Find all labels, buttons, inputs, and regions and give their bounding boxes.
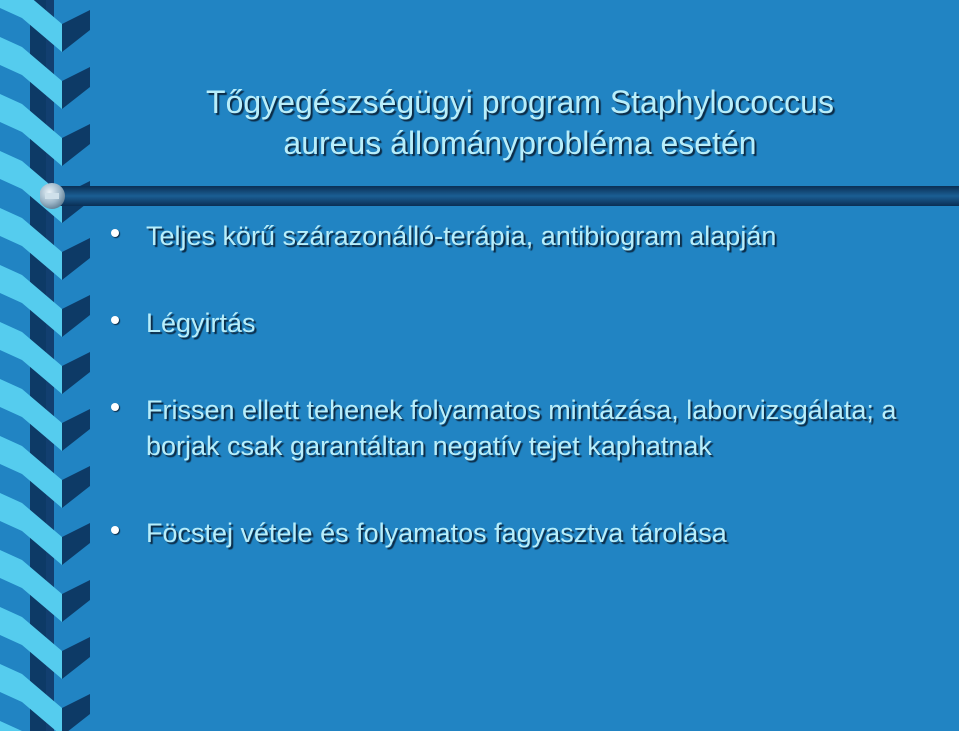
bullet-item — [108, 515, 928, 551]
ribbon-shadow — [62, 295, 90, 337]
decorative-ribbon — [0, 0, 100, 731]
ribbon-shadow — [62, 409, 90, 451]
ribbon-shadow — [62, 466, 90, 508]
ribbon-shadow — [62, 67, 90, 109]
bullet-item — [108, 392, 928, 464]
title-line-2: aureus állományprobléma esetén — [283, 125, 757, 161]
ribbon-shadow — [62, 352, 90, 394]
bullet-text: Frissen ellett tehenek folyamatos mintázása, laborvizsgálata; a borjak csak garantáltan negatív tejet kaphatnak — [146, 395, 897, 461]
ribbon-shadow — [62, 694, 90, 731]
bullet-item — [108, 218, 928, 254]
bullet-dot-icon — [111, 229, 119, 237]
bullet-dot-icon — [111, 403, 119, 411]
bullet-dot-icon — [111, 316, 119, 324]
title-divider — [40, 182, 959, 210]
bullet-dot-icon — [111, 526, 119, 534]
ribbon-shadow — [62, 10, 90, 52]
bullet-item — [108, 305, 928, 341]
ribbon-shadow — [62, 637, 90, 679]
bullet-text: Légyirtás — [146, 308, 256, 338]
ribbon-shadow — [62, 523, 90, 565]
bullet-text: Teljes körű szárazonálló-terápia, antibiogram alapján — [146, 221, 777, 251]
slide-title — [110, 82, 930, 164]
bullet-list — [108, 218, 928, 551]
title-line-1: Tőgyegészségügyi program Staphylococcus — [206, 84, 834, 120]
ribbon-shadow — [62, 580, 90, 622]
ribbon-shadow — [62, 238, 90, 280]
bullet-text: Föcstej vétele és folyamatos fagyasztva tárolása — [146, 518, 727, 548]
ribbon-shadow — [62, 124, 90, 166]
